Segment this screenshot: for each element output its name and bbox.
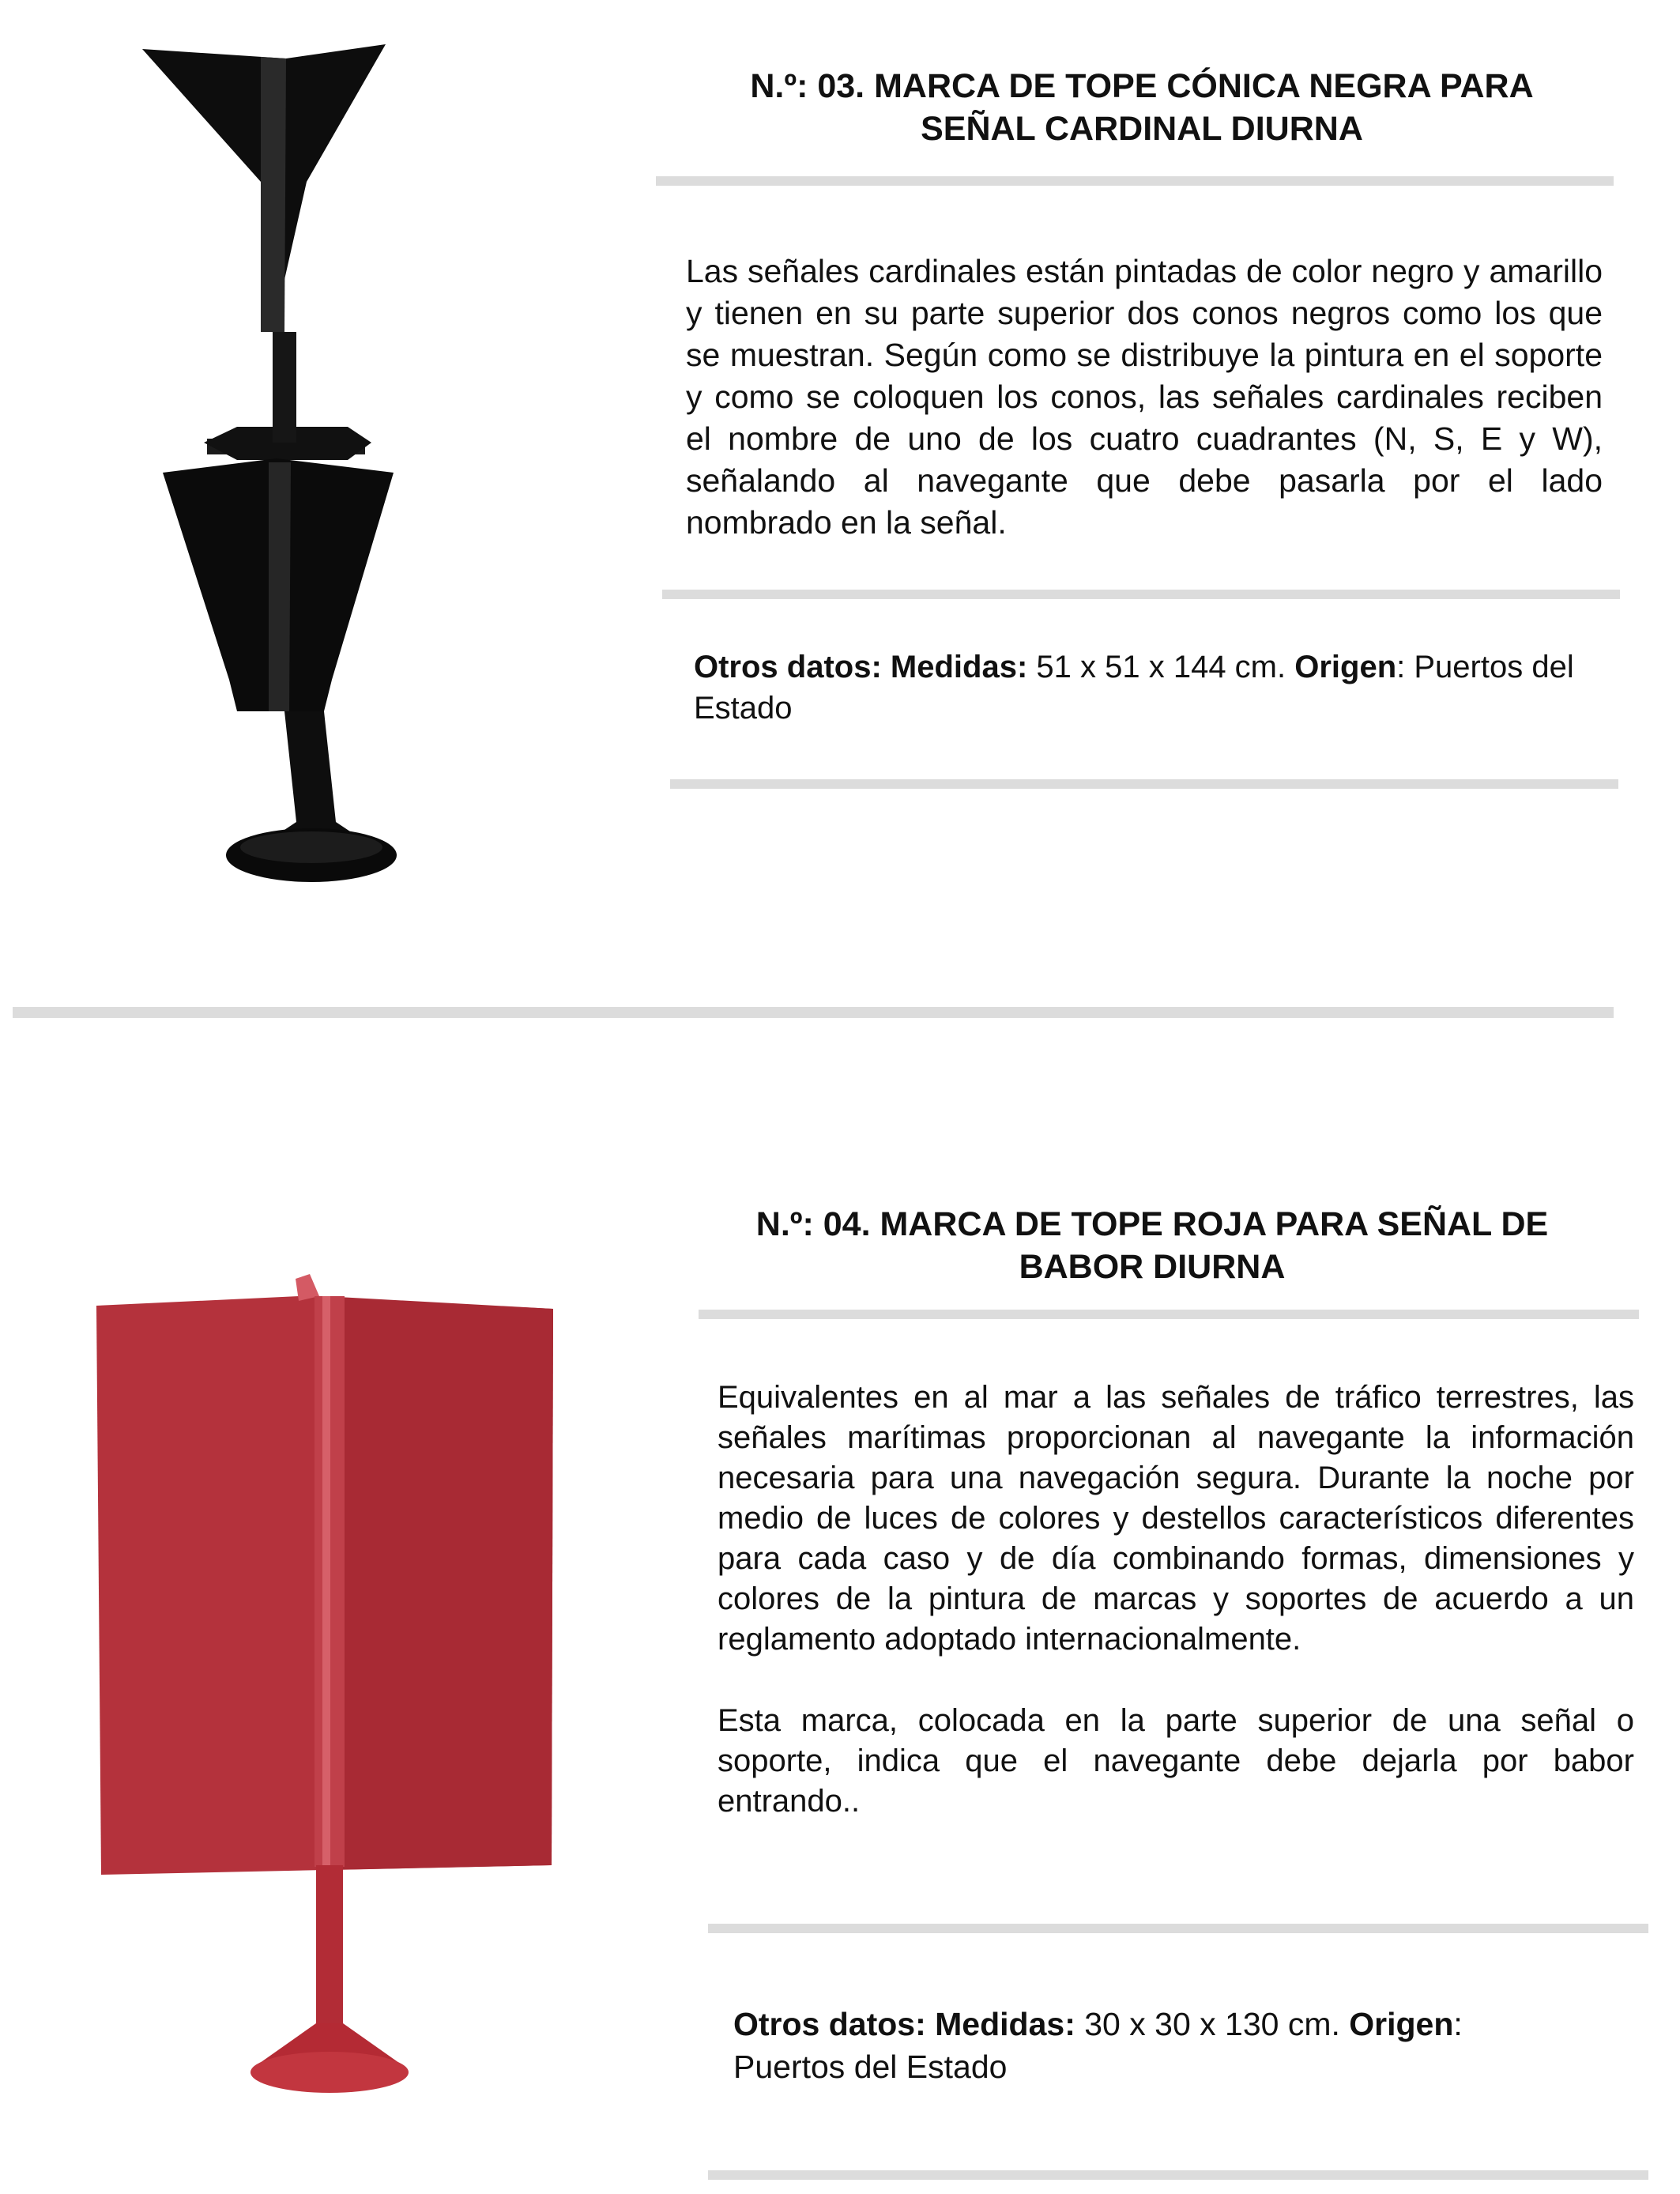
item-04-description-paragraph-2: Esta marca, colocada en la parte superior de una señal o soporte, indica que el navegante debe dejarla por babor entrando..	[718, 1703, 1634, 1819]
item-04-title-line1: N.º: 04. MARCA DE TOPE ROJA PARA SEÑAL DE	[755, 1205, 1549, 1243]
item-03-title-line2: SEÑAL CARDINAL DIURNA	[921, 110, 1363, 148]
item-04-description-divider	[708, 1924, 1648, 1933]
item-03-title-line1: N.º: 03. MARCA DE TOPE CÓNICA NEGRA PARA	[750, 67, 1534, 105]
item-04-other-data	[733, 2003, 1618, 2088]
red-topmark	[96, 1274, 553, 2093]
item-04-medidas-label: Medidas:	[935, 2006, 1075, 2042]
item-03-description-paragraph: Las señales cardinales están pintadas de color negro y amarillo y tienen en su parte superior dos conos negros como los que se muestran. Según como se distribuye la pintura en el soporte y como se coloquen los conos, las señales cardinales reciben el nombre de uno de los cuatro cuadrantes (N, S, E y W), señalando al navegante que debe pasarla por el lado nombrado en la señal.	[686, 253, 1603, 541]
item-04-origen-value-line2: Puertos del Estado	[733, 2049, 1008, 2085]
item-03-medidas-label: Medidas:	[890, 650, 1028, 684]
item-04-description-paragraph-1: Equivalentes en al mar a las señales de tráfico terrestres, las señales marítimas proporcionan al navegante la información necesaria para una navegación segura. Durante la noche por medio de luces de colores y destellos característicos diferentes para cada caso y de día combinando formas, dimensiones y colores de la pintura de marcas y soportes de acuerdo a un reglamento adoptado internacionalmente.	[718, 1380, 1634, 1657]
item-04-title-line2: BABOR DIURNA	[1019, 1248, 1286, 1286]
item-04-title	[686, 1203, 1618, 1288]
item-04-origen-value: :	[1453, 2006, 1463, 2042]
item-04-medidas-value: 30 x 30 x 130 cm.	[1075, 2006, 1350, 2042]
item-03-origen-value: : Puertos del Estado	[694, 650, 1574, 726]
item-04-title-divider	[699, 1310, 1639, 1319]
item-04-other-data-line1	[733, 2003, 1618, 2045]
item-04-description	[718, 1378, 1634, 1822]
item-04-origen-label: Origen	[1349, 2006, 1454, 2042]
item-03-medidas-value: 51 x 51 x 144 cm.	[1027, 650, 1295, 684]
item-04-data-divider	[708, 2170, 1648, 2180]
item-03-otros-label: Otros datos:	[694, 650, 882, 684]
item-03-origen-label: Origen	[1294, 650, 1397, 684]
item-04-otros-label: Otros datos:	[733, 2006, 926, 2042]
